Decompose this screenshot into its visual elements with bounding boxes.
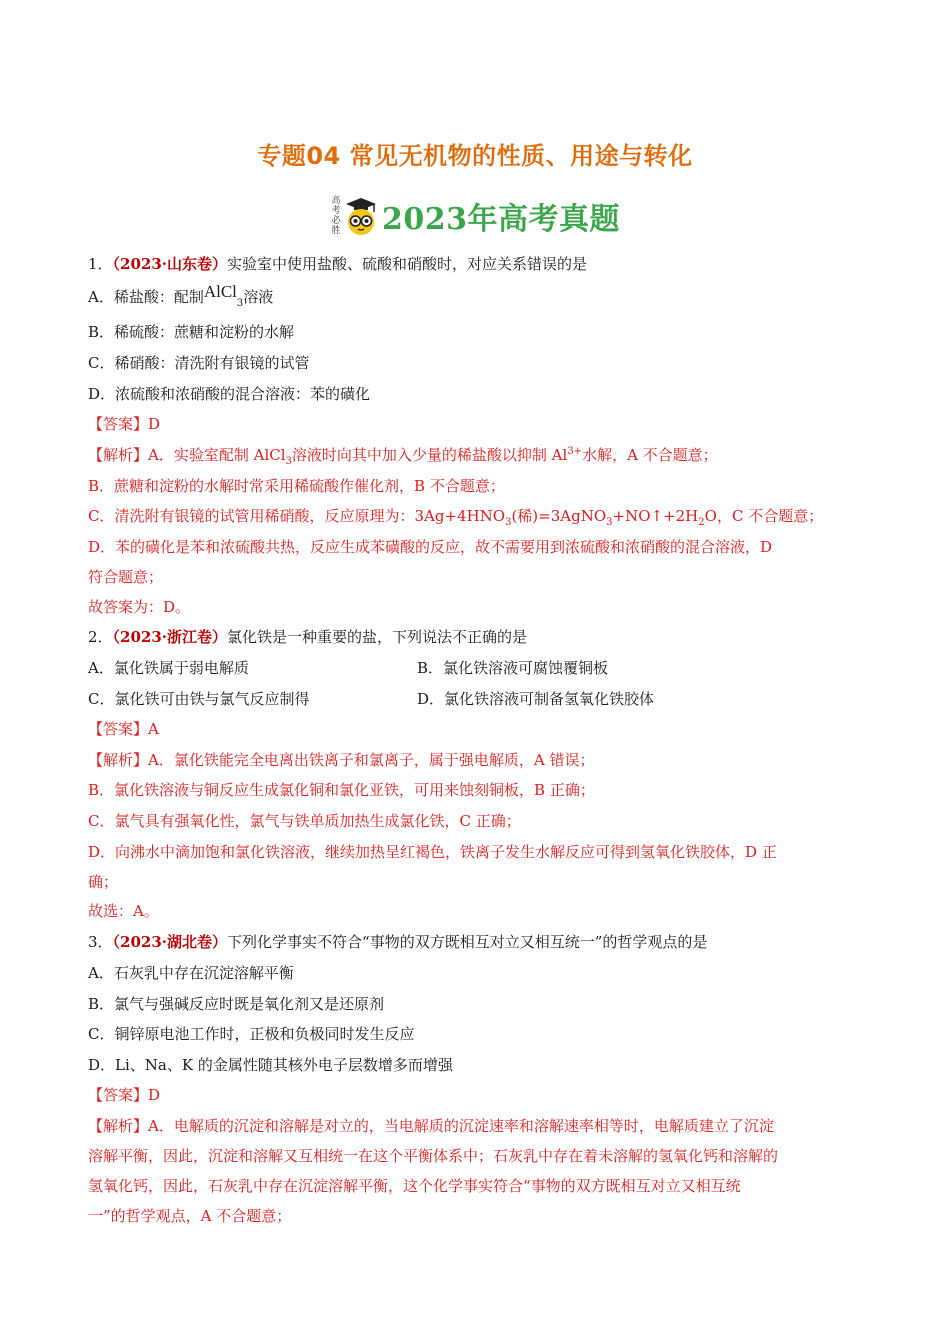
question-3-analysis-line-4: 一”的哲学观点，A 不合题意； — [88, 1207, 292, 1225]
question-1-option-b: B．稀硫酸：蔗糖和淀粉的水解 — [88, 323, 295, 341]
page-title: 专题04 常见无机物的性质、用途与转化 — [257, 142, 693, 170]
owl-graduate-icon — [344, 196, 378, 236]
question-2-stem: 2．（2023·浙江卷）氯化铁是一种重要的盐，下列说法不正确的是 — [88, 628, 528, 646]
question-1-analysis-d-cont: 符合题意； — [88, 568, 164, 586]
question-2-analysis-d: D．向沸水中滴加饱和氯化铁溶液，继续加热呈红褐色，铁离子发生水解反应可得到氢氧化铁胶体，D 正 — [88, 843, 777, 861]
question-2-option-a: A．氯化铁属于弱电解质 — [88, 659, 249, 677]
question-2-option-d: D．氯化铁溶液可制备氢氧化铁胶体 — [417, 690, 655, 708]
question-1-analysis-d: D．苯的磺化是苯和浓硫酸共热，反应生成苯磺酸的反应，故不需要用到浓硫酸和浓硝酸的混合溶液，D — [88, 538, 773, 556]
question-1-option-d: D．浓硫酸和浓硝酸的混合溶液：苯的磺化 — [88, 385, 371, 403]
question-3-stem: 3．（2023·湖北卷）下列化学事实不符合“事物的双方既相互对立又相互统一”的哲学观点的是 — [88, 933, 708, 951]
question-3-answer: 【答案】D — [88, 1086, 161, 1104]
question-3-analysis-line-1: 【解析】A．电解质的沉淀和溶解是对立的，当电解质的沉淀速率和溶解速率相等时，电解质建立了沉淀 — [88, 1117, 774, 1135]
question-2-analysis-a: 【解析】A．氯化铁能完全电离出铁离子和氯离子，属于强电解质，A 错误； — [88, 751, 595, 769]
banner-title: 2023年高考真题 — [382, 202, 620, 237]
question-1-analysis-b: B．蔗糖和淀粉的水解时常采用稀硫酸作催化剂，B 不合题意； — [88, 477, 505, 495]
question-3-analysis-line-3: 氢氧化钙，因此，石灰乳中存在沉淀溶解平衡，这个化学事实符合“事物的双方既相互对立又相互统 — [88, 1177, 741, 1195]
question-1-conclusion: 故答案为：D。 — [88, 598, 191, 616]
question-2-answer: 【答案】A — [88, 720, 159, 738]
question-1-analysis-c: C．清洗附有银镜的试管用稀硝酸，反应原理为：$3Ag+4HNO_3$(稀)$=3AgNO_3+NO↑+2H_2O$，C 不合题意； — [88, 507, 824, 528]
question-1-option-a: A．稀盐酸：配制AlCl$_3$溶液 — [88, 282, 274, 309]
question-2-analysis-b: B．氯化铁溶液与铜反应生成氯化铜和氯化亚铁，可用来蚀刻铜板，B 正确； — [88, 781, 595, 799]
question-1-option-c: C．稀硝酸：清洗附有银镜的试管 — [88, 354, 310, 372]
question-3-option-b: B．氯气与强碱反应时既是氧化剂又是还原剂 — [88, 995, 385, 1013]
question-3-analysis-line-2: 溶解平衡，因此，沉淀和溶解又互相统一在这个平衡体系中；石灰乳中存在着未溶解的氢氧化钙和溶解的 — [88, 1147, 779, 1165]
question-2-option-c: C．氯化铁可由铁与氯气反应制得 — [88, 690, 310, 708]
question-3-option-d: D．Li、Na、K 的金属性随其核外电子层数增多而增强 — [88, 1056, 453, 1074]
question-1-analysis-a: 【解析】A．实验室配制 AlCl$_3$溶液时向其中加入少量的稀盐酸以抑制 $Al^{3+}$水解，A 不合题意； — [88, 446, 718, 467]
question-3-option-a: A．石灰乳中存在沉淀溶解平衡 — [88, 964, 294, 982]
question-2-analysis-d-cont: 确； — [88, 873, 119, 891]
question-2-conclusion: 故选：A。 — [88, 902, 159, 920]
question-2-option-b: B．氯化铁溶液可腐蚀覆铜板 — [417, 659, 609, 677]
question-2-analysis-c: C．氯气具有强氧化性，氯气与铁单质加热生成氯化铁，C 正确； — [88, 812, 521, 830]
seal-stamp: 高 考 必 胜 — [331, 196, 341, 236]
question-1-answer: 【答案】D — [88, 415, 161, 433]
question-3-option-c: C．铜锌原电池工作时，正极和负极同时发生反应 — [88, 1025, 415, 1043]
section-banner — [0, 194, 950, 240]
question-1-stem: 1．（2023·山东卷）实验室中使用盐酸、硫酸和硝酸时，对应关系错误的是 — [88, 255, 588, 273]
